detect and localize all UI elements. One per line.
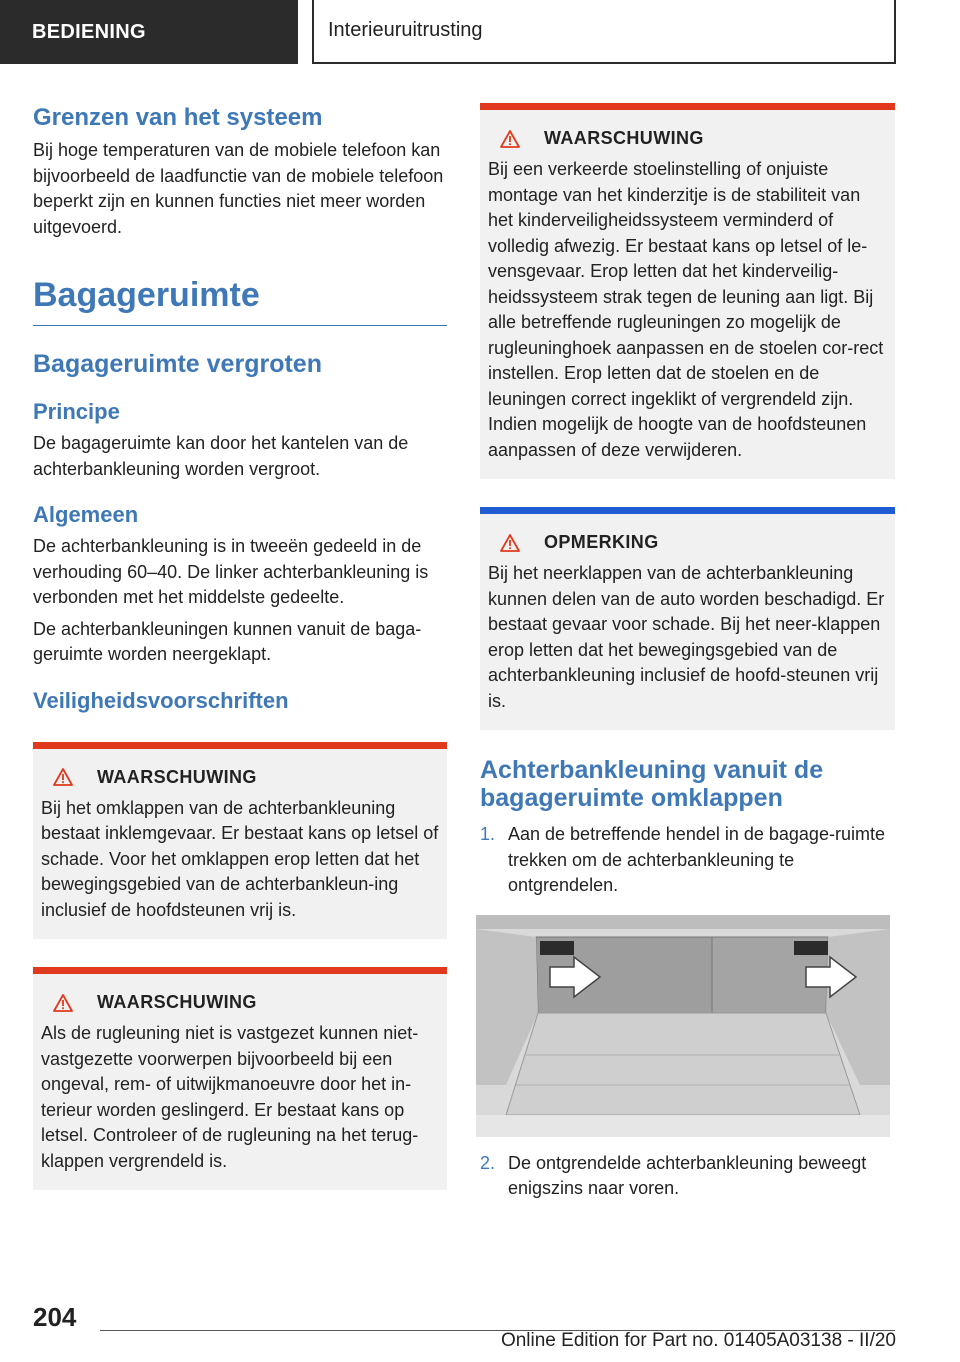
warning-triangle-icon xyxy=(53,994,73,1012)
warning-3-text: Bij een verkeerde stoelinstelling of onjuiste montage van het kinderzitje is de stabiliteit van het kinderveiligheidssysteem verminderd of volledig afwezig. Er bestaat kans op letsel of le-vensgevaar. Erop letten dat het kinderveilig-heidssysteem strak tegen de leuning aan ligt. Bij alle betreffende rugleuningen zo mogelijk de rugleuninghoek aanpassen en de stoelen cor-rect instellen. Erop letten dat de stoelen en de leuningen correct ingeklikt of vergrendeld zijn. Indien mogelijk de hoogte van de hoofdsteunen aanpassen of deze verwijderen. xyxy=(488,159,884,460)
step-number: 1. xyxy=(480,824,496,844)
note-box xyxy=(480,507,895,730)
limits-text: Bij hoge temperaturen van de mobiele telefoon kan bijvoorbeeld de laadfunctie van de mobiele telefoon beperkt zijn en kunnen functies niet meer worden uitgevoerd. xyxy=(33,140,444,237)
right-column xyxy=(480,103,895,1202)
warning-triangle-icon xyxy=(500,534,520,552)
warning-2-text: Als de rugleuning niet is vastgezet kunnen niet-vastgezette voorwerpen bijvoorbeeld bij een ongeval, rem- of uitwijkmanoeuvre door het in-terieur worden geslingerd. Er bestaat kans op letsel. Controleer of de rugleuning na het terug-klappen vergrendeld is. xyxy=(41,1023,419,1171)
general-text-1: De achterbankleuning is in tweeën gedeeld in de verhouding 60–40. De linker achterbankleuning is verbonden met het middelste gedeelte. xyxy=(33,536,429,607)
note-text: Bij het neerklappen van de achterbankleuning kunnen delen van de auto worden beschadigd. Er bestaat gevaar voor schade. Bij het neer-klappen erop letten dat het bewegingsgebied van de achterbankleuning inclusief de hoofd-steunen vrij is. xyxy=(488,563,885,711)
chapter-label: Interieuruitrusting xyxy=(312,0,896,64)
left-column xyxy=(33,100,447,1190)
general-text-2: De achterbankleuningen kunnen vanuit de baga-geruimte worden neergeklapt. xyxy=(33,618,422,664)
section-label: BEDIENING xyxy=(0,0,298,64)
note-title: OPMERKING xyxy=(544,532,659,552)
trunk-illustration xyxy=(476,915,890,1137)
general-heading: Algemeen xyxy=(33,502,139,527)
principle-text: De bagageruimte kan door het kantelen van de achterbankleuning worden vergroot. xyxy=(33,433,409,479)
enlarge-heading: Bagageruimte vergroten xyxy=(33,350,322,378)
edition-label: Online Edition for Part no. 01405A03138 - II/20 xyxy=(500,1330,896,1351)
page-header xyxy=(0,0,960,66)
main-heading: Bagageruimte xyxy=(33,276,447,326)
warning-3-title: WAARSCHUWING xyxy=(544,128,704,148)
steps-list-continued xyxy=(480,1151,895,1202)
warning-1-title: WAARSCHUWING xyxy=(97,766,257,787)
fold-heading: Achterbankleuning vanuit de bagageruimte omklappen xyxy=(480,756,824,812)
step-number: 2. xyxy=(480,1152,496,1173)
step-text: De ontgrendelde achterbankleuning beweegt enigszins naar voren. xyxy=(508,1152,867,1198)
safety-heading: Veiligheidsvoorschriften xyxy=(33,687,289,713)
warning-box-3 xyxy=(480,103,895,479)
warning-box-1 xyxy=(33,742,447,940)
trunk-photo xyxy=(476,915,890,1137)
warning-2-title: WAARSCHUWING xyxy=(97,992,257,1012)
step-1 xyxy=(480,822,895,899)
principle-heading: Principe xyxy=(33,399,120,424)
steps-list xyxy=(480,822,895,899)
warning-triangle-icon xyxy=(500,130,520,148)
warning-box-2 xyxy=(33,967,447,1190)
limits-heading: Grenzen van het systeem xyxy=(33,104,323,131)
step-2 xyxy=(480,1151,895,1202)
warning-triangle-icon xyxy=(53,768,73,786)
warning-1-text: Bij het omklappen van de achterbankleuning bestaat inklemgevaar. Er bestaat kans op letsel of schade. Voor het omklappen erop letten dat het bewegingsgebied van de achterbankleun-ing inclusief de hoofdsteunen vrij is. xyxy=(41,797,439,920)
step-text: Aan de betreffende hendel in de bagage-ruimte trekken om de achterbankleuning te ontgrendelen. xyxy=(508,824,885,895)
page-number: 204 xyxy=(33,1302,77,1332)
